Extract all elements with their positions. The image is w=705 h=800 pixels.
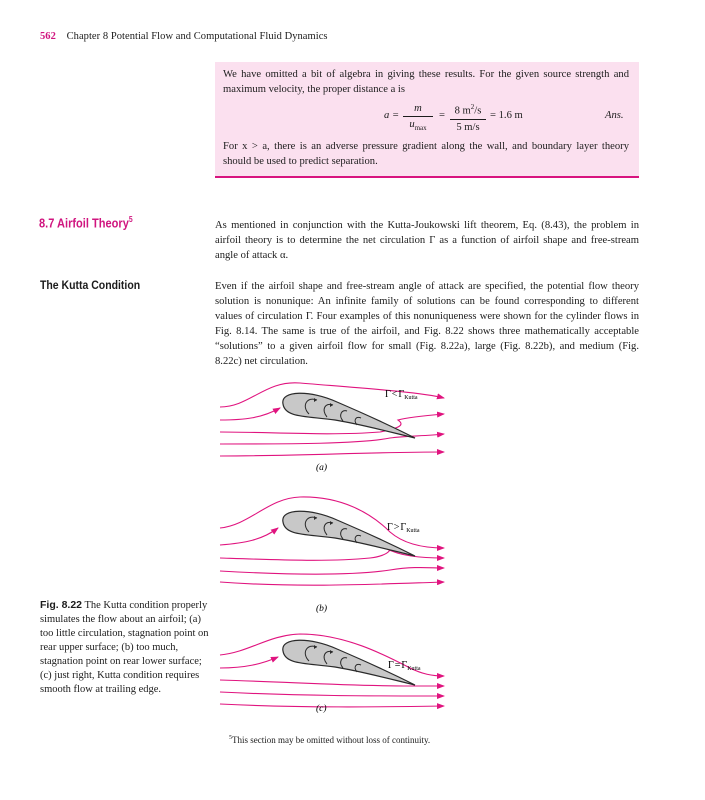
eq-frac2-num-b: /s: [474, 105, 482, 117]
panel-a-label: (a): [316, 463, 328, 473]
section-paragraph: As mentioned in conjunction with the Kutta-Joukowski lift theorem, Eq. (8.43), the problem in airfoil theory is to determine the net circulation Γ as a function of airfoil shape and free-stream angle of attack α.: [215, 220, 639, 261]
eq-equals: =: [439, 110, 445, 121]
panel-b-gamma-label: $\Gamma>\Gamma_{Kutta}$: [387, 522, 420, 534]
panel-b-airfoil: [283, 511, 415, 556]
eq-frac1-den-u: u: [409, 119, 415, 130]
eq-frac1-den-sub: max: [414, 124, 427, 133]
panel-b-label: (b): [316, 604, 328, 614]
running-title: Chapter 8 Potential Flow and Computational Fluid Dynamics: [66, 31, 328, 42]
eq-ans: Ans.: [605, 110, 624, 121]
panel-b: [220, 497, 444, 614]
kutta-paragraph: Even if the airfoil shape and free-stream angle of attack are specified, the potential flow theory solution is nonunique: An infinite family of solutions can be found corresponding to different values of circulation Γ. Four examples of this nonuniqueness were shown for the cylinder flows in Fig. 8.14. The same is true of the airfoil, and Fig. 8.22 shows three mathematically acceptable “solutions” to a given airfoil flow for small (Fig. 8.22a), large (Fig. 8.22b), and medium (Fig. 8.22c) net circulation.: [215, 281, 639, 367]
caption-label: Fig. 8.22: [40, 599, 83, 611]
footnote-mark: 5: [229, 735, 232, 741]
panel-c: [220, 634, 444, 714]
panel-c-label: (c): [316, 704, 327, 714]
example-para-2: For x > a, there is an adverse pressure gradient along the wall, and boundary layer theory should be used to predict separation.: [223, 141, 629, 167]
eq-result: = 1.6 m: [490, 110, 523, 121]
footnote: [229, 735, 430, 745]
eq-frac1-num: m: [403, 102, 433, 117]
footnote-text: This section may be omitted without loss of continuity.: [232, 735, 431, 745]
eq-frac2-num-sup: 2: [470, 103, 475, 111]
eq-lhs: a =: [384, 110, 400, 121]
panel-b-streamlines: [220, 497, 444, 585]
panel-a-gamma-label: $\Gamma<\Gamma_{Kutta}$: [385, 389, 418, 401]
page-number: 562: [40, 31, 56, 42]
section-title-text: 8.7 Airfoil Theory: [39, 215, 129, 231]
section-footnote-mark: 5: [128, 215, 133, 224]
panel-a: [220, 383, 444, 473]
caption-text: The Kutta condition properly simulates the flow about an airfoil; (a) too little circulation, stagnation point on rear upper surface; (b) too much, stagnation point on rear lower surface; (c) just right, Kutta condition requires smooth flow at trailing edge.: [40, 600, 209, 695]
panel-c-gamma-label: $\Gamma=\Gamma_{Kutta}$: [388, 660, 421, 672]
example-para-1: We have omitted a bit of algebra in giving these results. For the given source strength and maximum velocity, the proper distance a is: [223, 69, 629, 95]
eq-frac2-num-a: 8 m: [454, 105, 471, 117]
eq-frac2-den: 5 m/s: [456, 121, 480, 133]
figure-caption: [40, 598, 210, 697]
subsection-title: The Kutta Condition: [40, 278, 141, 292]
